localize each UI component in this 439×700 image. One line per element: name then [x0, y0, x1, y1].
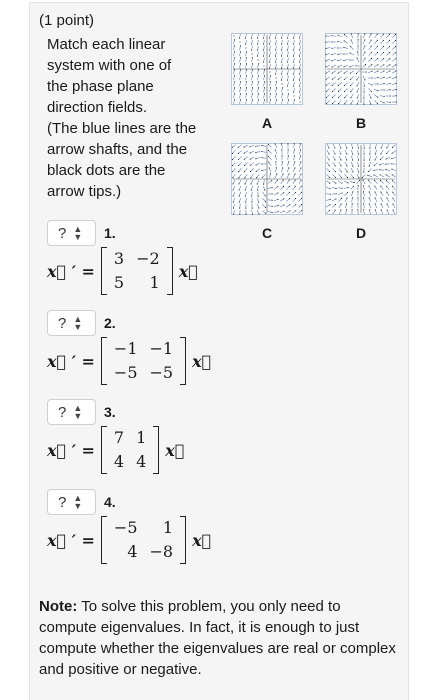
instruction-line: system with one of [47, 57, 172, 74]
matrix-entry: −1 [149, 339, 174, 358]
answer-select-4[interactable] [47, 489, 96, 515]
direction-field-icon [231, 33, 303, 105]
instruction-line: arrow tips.) [47, 183, 122, 200]
coefficient-matrix [101, 426, 159, 474]
updown-chevron-icon: ▲ ▼ [73, 403, 83, 421]
instruction-line: direction fields. [47, 99, 148, 116]
matrix-entry: −1 [113, 339, 138, 358]
figure-label-b: B [355, 115, 367, 131]
answer-select-3[interactable] [47, 399, 96, 425]
direction-field-icon [231, 143, 303, 215]
problem-number: 1. [104, 225, 116, 241]
problem-number: 4. [104, 494, 116, 510]
updown-chevron-icon: ▲ ▼ [73, 493, 83, 511]
instruction-line: (The blue lines are the [47, 120, 197, 137]
system-equation-1 [47, 247, 198, 295]
matrix-entry: 4 [127, 542, 138, 561]
instructions [47, 34, 207, 202]
figure-label-d: D [355, 225, 367, 241]
system-equation-2 [47, 337, 211, 385]
matrix-entry: 5 [113, 273, 125, 292]
select-value: ? [58, 403, 67, 421]
note-text: To solve this problem, you only need to compute eigenvalues. In fact, it is enough to just compute whether the eigenvalues are real or complex and positive or negative. [39, 598, 396, 678]
coefficient-matrix [101, 516, 186, 564]
system-equation-3 [47, 426, 184, 474]
note [39, 596, 401, 680]
problem-number: 3. [104, 404, 116, 420]
problem-number: 2. [104, 315, 116, 331]
system-equation-4 [47, 516, 211, 564]
matrix-entry: 1 [162, 518, 174, 537]
points-label: (1 point) [39, 12, 95, 29]
rhs-vector: x⃗ [165, 440, 185, 460]
instruction-line: Match each linear [47, 36, 166, 53]
matrix-entry: −5 [113, 518, 138, 537]
answer-select-1[interactable] [47, 220, 96, 246]
matrix-entry: −5 [149, 363, 174, 382]
direction-field-d[interactable] [325, 143, 397, 215]
matrix-entry: −2 [136, 249, 160, 268]
instruction-line: black dots are the [47, 162, 166, 179]
matrix-entry: 7 [113, 428, 125, 447]
matrix-entry: 4 [113, 452, 125, 471]
direction-field-b[interactable] [325, 33, 397, 105]
direction-field-a[interactable] [231, 33, 303, 105]
matrix-entry: 1 [149, 273, 160, 292]
coefficient-matrix [101, 247, 173, 295]
direction-field-icon [325, 33, 397, 105]
direction-field-c[interactable] [231, 143, 303, 215]
matrix-entry: 1 [136, 428, 147, 447]
updown-chevron-icon: ▲ ▼ [73, 314, 83, 332]
instruction-line: the phase plane [47, 78, 154, 95]
direction-field-icon [325, 143, 397, 215]
note-label: Note: [39, 598, 78, 615]
figure-label-a: A [261, 115, 273, 131]
figure-label-c: C [261, 225, 273, 241]
lhs-vector: x⃗ ′ = [47, 530, 95, 550]
updown-chevron-icon: ▲ ▼ [73, 224, 83, 242]
lhs-vector: x⃗ ′ = [47, 261, 95, 281]
answer-select-2[interactable] [47, 310, 96, 336]
lhs-vector: x⃗ ′ = [47, 440, 95, 460]
matrix-entry: 3 [113, 249, 125, 268]
select-value: ? [58, 224, 67, 242]
select-value: ? [58, 314, 67, 332]
rhs-vector: x⃗ [192, 351, 212, 371]
matrix-entry: −8 [149, 542, 174, 561]
coefficient-matrix [101, 337, 186, 385]
select-value: ? [58, 493, 67, 511]
matrix-entry: −5 [113, 363, 138, 382]
instruction-line: arrow shafts, and the [47, 141, 188, 158]
rhs-vector: x⃗ [178, 261, 198, 281]
rhs-vector: x⃗ [192, 530, 212, 550]
lhs-vector: x⃗ ′ = [47, 351, 95, 371]
matrix-entry: 4 [136, 452, 147, 471]
